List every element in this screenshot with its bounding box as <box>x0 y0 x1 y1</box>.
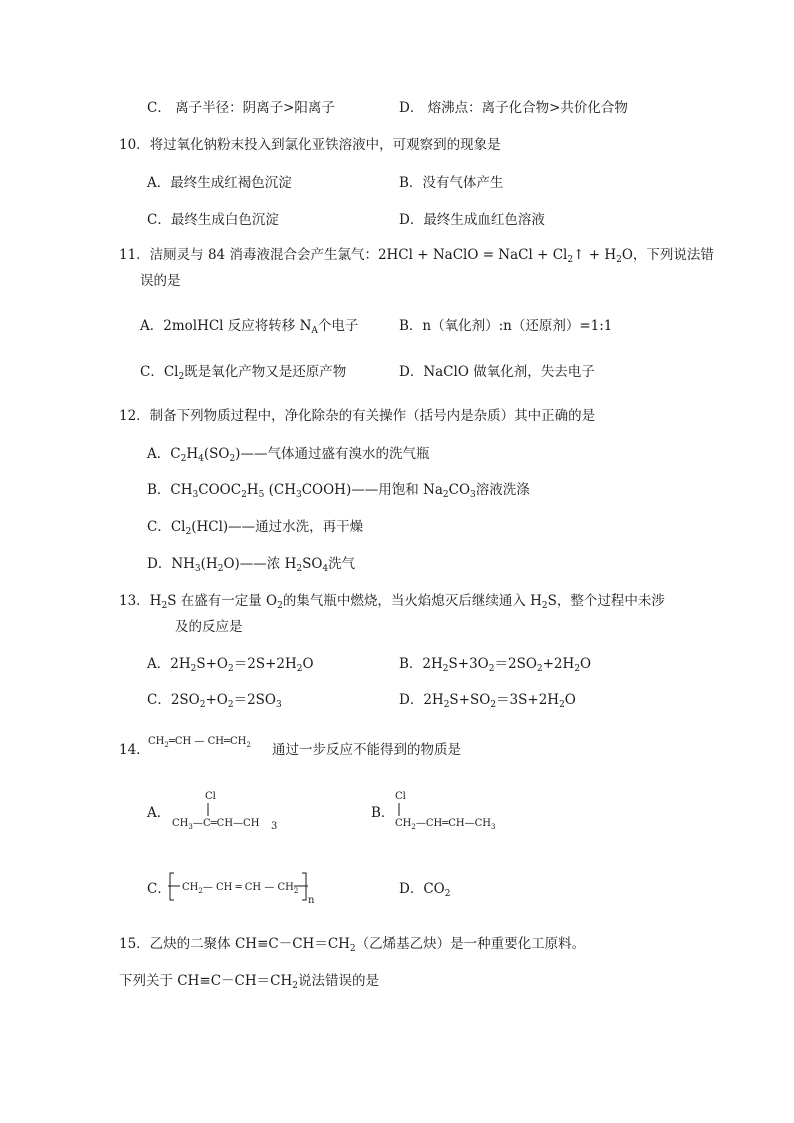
svg-text:CH2— CH ═ CH — CH2: $CH_2—$ CH ═ CH — $CH_2$ <box>182 882 299 895</box>
q12-option-b: B．$CH_3COOC_2H_5$ $(CH_3COOH)——$用饱和 $Na_2CO_3$溶液洗涤 <box>147 482 530 500</box>
q14-option-c-label: C． <box>147 881 171 897</box>
q14-c-n: n <box>308 895 315 906</box>
q14-option-a-label: A． <box>147 805 171 821</box>
svg-text:C═CH—CH: C═CH—CH <box>203 818 260 829</box>
svg-text:CH2—CH═CH—CH3: $CH_2—CH═CH—CH_3$ <box>395 818 496 831</box>
q11-option-a: A．2molHCl 反应将转移 $N_A$个电子 <box>140 318 359 336</box>
q10-option-a: A．最终生成红褐色沉淀 <box>147 175 292 191</box>
q10-stem: 10．将过氧化钠粉末投入到氯化亚铁溶液中，可观察到的现象是 <box>119 137 501 153</box>
q11-option-c: C．$Cl_2$既是氧化产物又是还原产物 <box>140 364 347 382</box>
q11-stem-line2: 误的是 <box>140 273 181 289</box>
q12-stem: 12．制备下列物质过程中，净化除杂的有关操作（括号内是杂质）其中正确的是 <box>119 408 596 424</box>
q12-option-c: C．$Cl_2(HCl)——$通过水洗，再干燥 <box>147 519 364 537</box>
q14-a-chlorine: Cl <box>205 791 216 802</box>
q11-option-d: D．NaClO 做氧化剂，失去电子 <box>399 364 595 380</box>
q13-option-b: B．$2H_2S+3O_2=2SO_2+2H_2O$ <box>399 656 592 674</box>
q13-option-c: C．$2SO_2+O_2=2SO_3$ <box>147 692 282 710</box>
q12-option-d: D．$NH_3(H_2O)——$浓 $H_2SO_4$洗气 <box>147 556 356 574</box>
q13-stem-line2: 及的反应是 <box>175 619 243 635</box>
q14-option-a-structure <box>170 786 290 834</box>
q13-option-a: A．$2H_2S+O_2=2S+2H_2O$ <box>147 656 314 674</box>
svg-text:3: 3 <box>271 821 278 832</box>
q14-option-b-structure <box>394 786 524 834</box>
q14-reactant-ch2-a: $CH_2═CH$ — $CH═CH_2$ <box>148 736 251 749</box>
q10-option-d: D．最终生成血红色溶液 <box>399 212 545 228</box>
q12-option-a: A．$C_2H_4(SO_2)——$气体通过盛有溴水的洗气瓶 <box>147 446 430 464</box>
q11-stem: 11．洁厕灵与 84 消毒液混合会产生氯气：2HCl + NaClO = NaCl + $Cl_2↑ + H_2O$，下列说法错 <box>119 247 714 265</box>
q14-option-d: D．$CO_2$ <box>399 881 451 899</box>
q14-option-b-label: B． <box>371 805 395 821</box>
q14-option-c-polymer <box>168 870 328 906</box>
q14-butadiene-formula <box>146 730 276 752</box>
q9-option-c: C． 离子半径：阴离子>阳离子 <box>147 100 335 116</box>
q9-option-d: D． 熔沸点：离子化合物>共价化合物 <box>399 100 628 116</box>
q14-stem: 通过一步反应不能得到的物质是 <box>272 742 461 758</box>
q11-option-b: B．n（氧化剂）:n（还原剂）=1:1 <box>399 318 613 334</box>
q10-option-b: B．没有气体产生 <box>399 175 504 191</box>
q13-stem: 13．$H_2S$ 在盛有一定量 $O_2$的集气瓶中燃烧，当火焰熄灭后继续通入 $H_2S$，整个过程中未涉 <box>119 593 665 611</box>
q10-option-c: C．最终生成白色沉淀 <box>147 212 279 228</box>
q15-stem-line2: 下列关于 $CH\equiv C-CH=CH_2$说法错误的是 <box>119 973 379 991</box>
q15-stem-line1: 15．乙炔的二聚体 $CH\equiv C-CH=CH_2$（乙烯基乙炔）是一种重要化工原料。 <box>119 936 586 954</box>
q14-number: 14． <box>119 742 150 758</box>
q14-b-chlorine: Cl <box>395 791 406 802</box>
q13-option-d: D．$2H_2S+SO_2=3S+2H_2O$ <box>399 692 576 710</box>
svg-text:CH3—: $CH_3—$ <box>172 818 203 831</box>
